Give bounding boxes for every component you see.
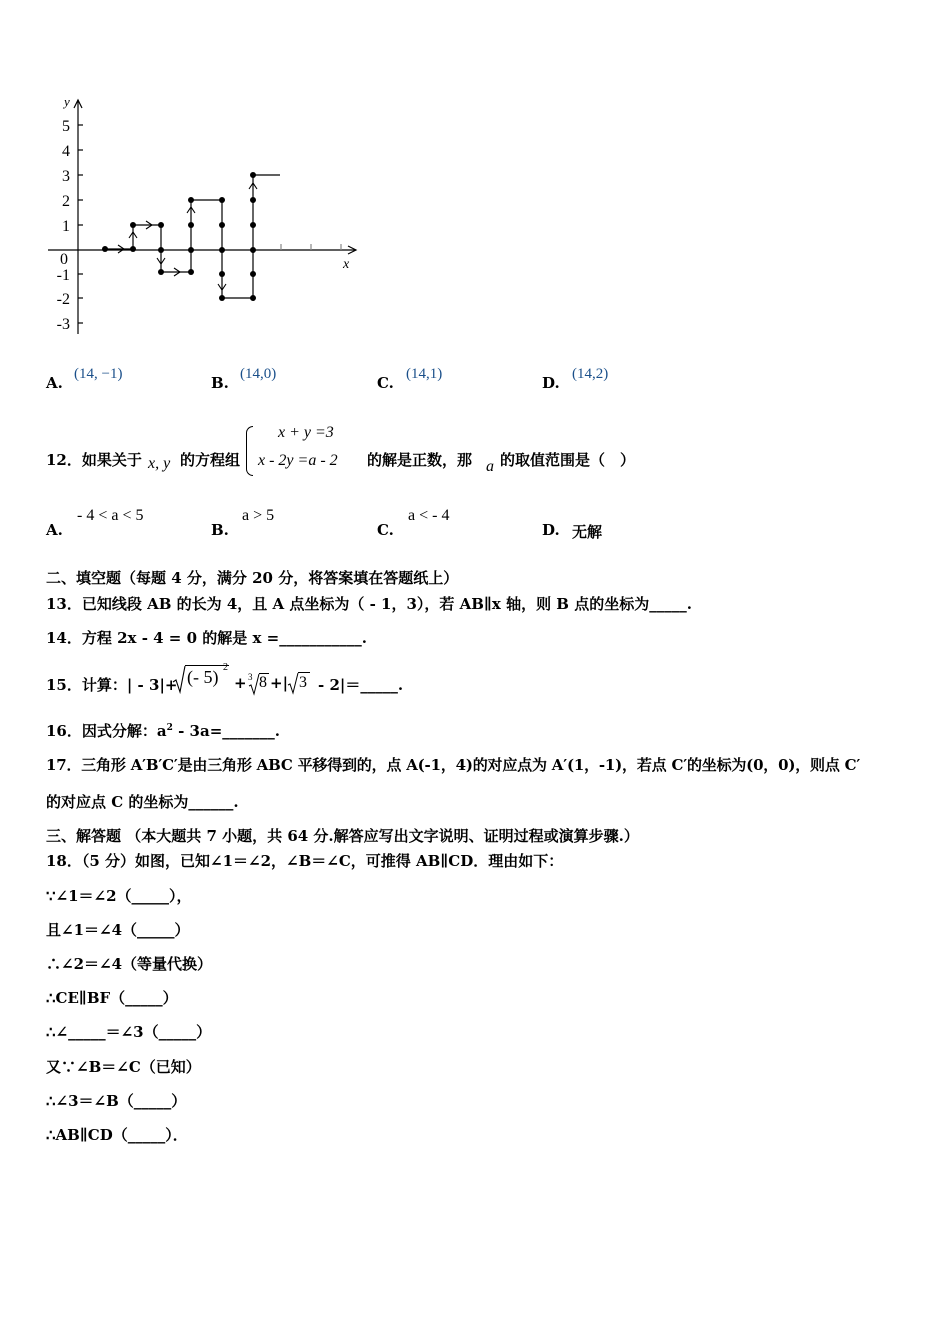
proof-step: ∴∠_____＝∠3（_____）	[46, 1023, 212, 1041]
q11-option-a: A.	[46, 374, 63, 392]
q17-line2: 的对应点 C 的坐标为______.	[46, 793, 239, 811]
y-tick-label: -3	[56, 316, 70, 333]
q11-option-d: D.	[542, 374, 560, 392]
system-brace	[246, 426, 253, 476]
q12-suffix1: 的解是正数，那	[367, 451, 473, 469]
q12-mid: 的方程组	[180, 451, 241, 469]
q12-vars: x, y	[148, 455, 171, 472]
sqrt3-bar	[298, 672, 310, 673]
q12-option-c: C.	[377, 521, 394, 539]
proof-step: ∴∠2＝∠4（等量代换）	[46, 955, 213, 973]
proof-step: 且∠1＝∠4（_____）	[46, 921, 190, 939]
q15-cbrt-index: 3	[248, 672, 253, 682]
proof-step: ∴∠3＝∠B（_____）	[46, 1092, 187, 1110]
q11-option-a-value: (14, −1)	[74, 366, 123, 382]
y-tick-label: -2	[56, 291, 70, 308]
proof-step: ∴CE∥BF（_____）	[46, 989, 178, 1007]
q15-sqrt3-body: 3	[299, 674, 307, 691]
q12-prefix: 12．如果关于	[46, 451, 142, 469]
q12-option-a-value: - 4 < a < 5	[77, 507, 144, 524]
q12-option-c-value: a < - 4	[408, 507, 450, 524]
proof-step: ∴AB∥CD（_____）．	[46, 1126, 188, 1144]
q15-exponent: 2	[223, 662, 228, 673]
q12-option-a: A.	[46, 521, 63, 539]
q15-sqrt-body: (- 5)	[187, 667, 219, 687]
y-tick-label: 4	[62, 143, 70, 160]
y-axis-label: y	[64, 94, 70, 109]
proof-step: ∵∠1＝∠2（_____），	[46, 887, 192, 905]
y-tick-label: 3	[62, 168, 70, 185]
y-tick-label: 5	[62, 118, 70, 135]
q13: 13．已知线段 AB 的长为 4，且 A 点坐标为（ - 1，3），若 AB∥x 轴，则 B 点的坐标为_____.	[46, 595, 692, 613]
q15-mid: +|	[270, 674, 289, 692]
origin-label: 0	[60, 251, 68, 268]
section-3-heading: 三、解答题 （本大题共 7 小题，共 64 分.解答应写出文字说明、证明过程或演算步骤.）	[46, 827, 639, 845]
q11-option-b-value: (14,0)	[240, 366, 277, 382]
q12-option-d-value: 无解	[572, 523, 603, 541]
proof-step: 又∵∠B＝∠C（已知）	[46, 1058, 201, 1076]
q17-line1: 17．三角形 A′B′C′是由三角形 ABC 平移得到的，点 A(-1，4)的对应点为 A′(1，-1)，若点 C′的坐标为(0，0)，则点 C′	[46, 756, 861, 774]
q15-plus: +	[234, 674, 247, 692]
q12-suffix2: 的取值范围是（ ）	[500, 451, 636, 469]
q12-eq1: x + y =3	[278, 424, 334, 441]
q12-param: a	[486, 458, 494, 475]
q12-eq2: x - 2y =a - 2	[258, 452, 338, 469]
q16: 16．因式分解：$a^2$ - 3a=_______.	[46, 722, 280, 740]
q18: 18．（5 分）如图，已知∠1＝∠2，∠B＝∠C，可推得 AB∥CD．理由如下：	[46, 852, 564, 870]
sqrt-sign	[172, 664, 186, 694]
y-tick-label: 2	[62, 193, 70, 210]
y-tick-label: -1	[56, 267, 70, 284]
q12-option-d: D.	[542, 521, 560, 539]
y-tick-label: 1	[62, 218, 70, 235]
q11-option-c: C.	[377, 374, 394, 392]
x-axis-label: x	[343, 257, 350, 272]
q12-option-b-value: a > 5	[242, 507, 275, 524]
q11-option-b: B.	[211, 374, 229, 392]
q11-option-d-value: (14,2)	[572, 366, 609, 382]
q11-option-c-value: (14,1)	[406, 366, 443, 382]
q15-suffix: - 2|＝_____.	[318, 676, 404, 694]
q12-option-b: B.	[211, 521, 229, 539]
q15-prefix: 15．计算：| - 3|+	[46, 676, 178, 694]
step-path-graph	[40, 92, 370, 342]
q14: 14．方程 2x - 4 = 0 的解是 x =___________.	[46, 629, 367, 647]
section-2-heading: 二、填空题（每题 4 分，满分 20 分，将答案填在答题纸上）	[46, 569, 459, 587]
sqrt3-sign	[287, 671, 299, 695]
q15-cbrt-body: 8	[259, 674, 267, 691]
